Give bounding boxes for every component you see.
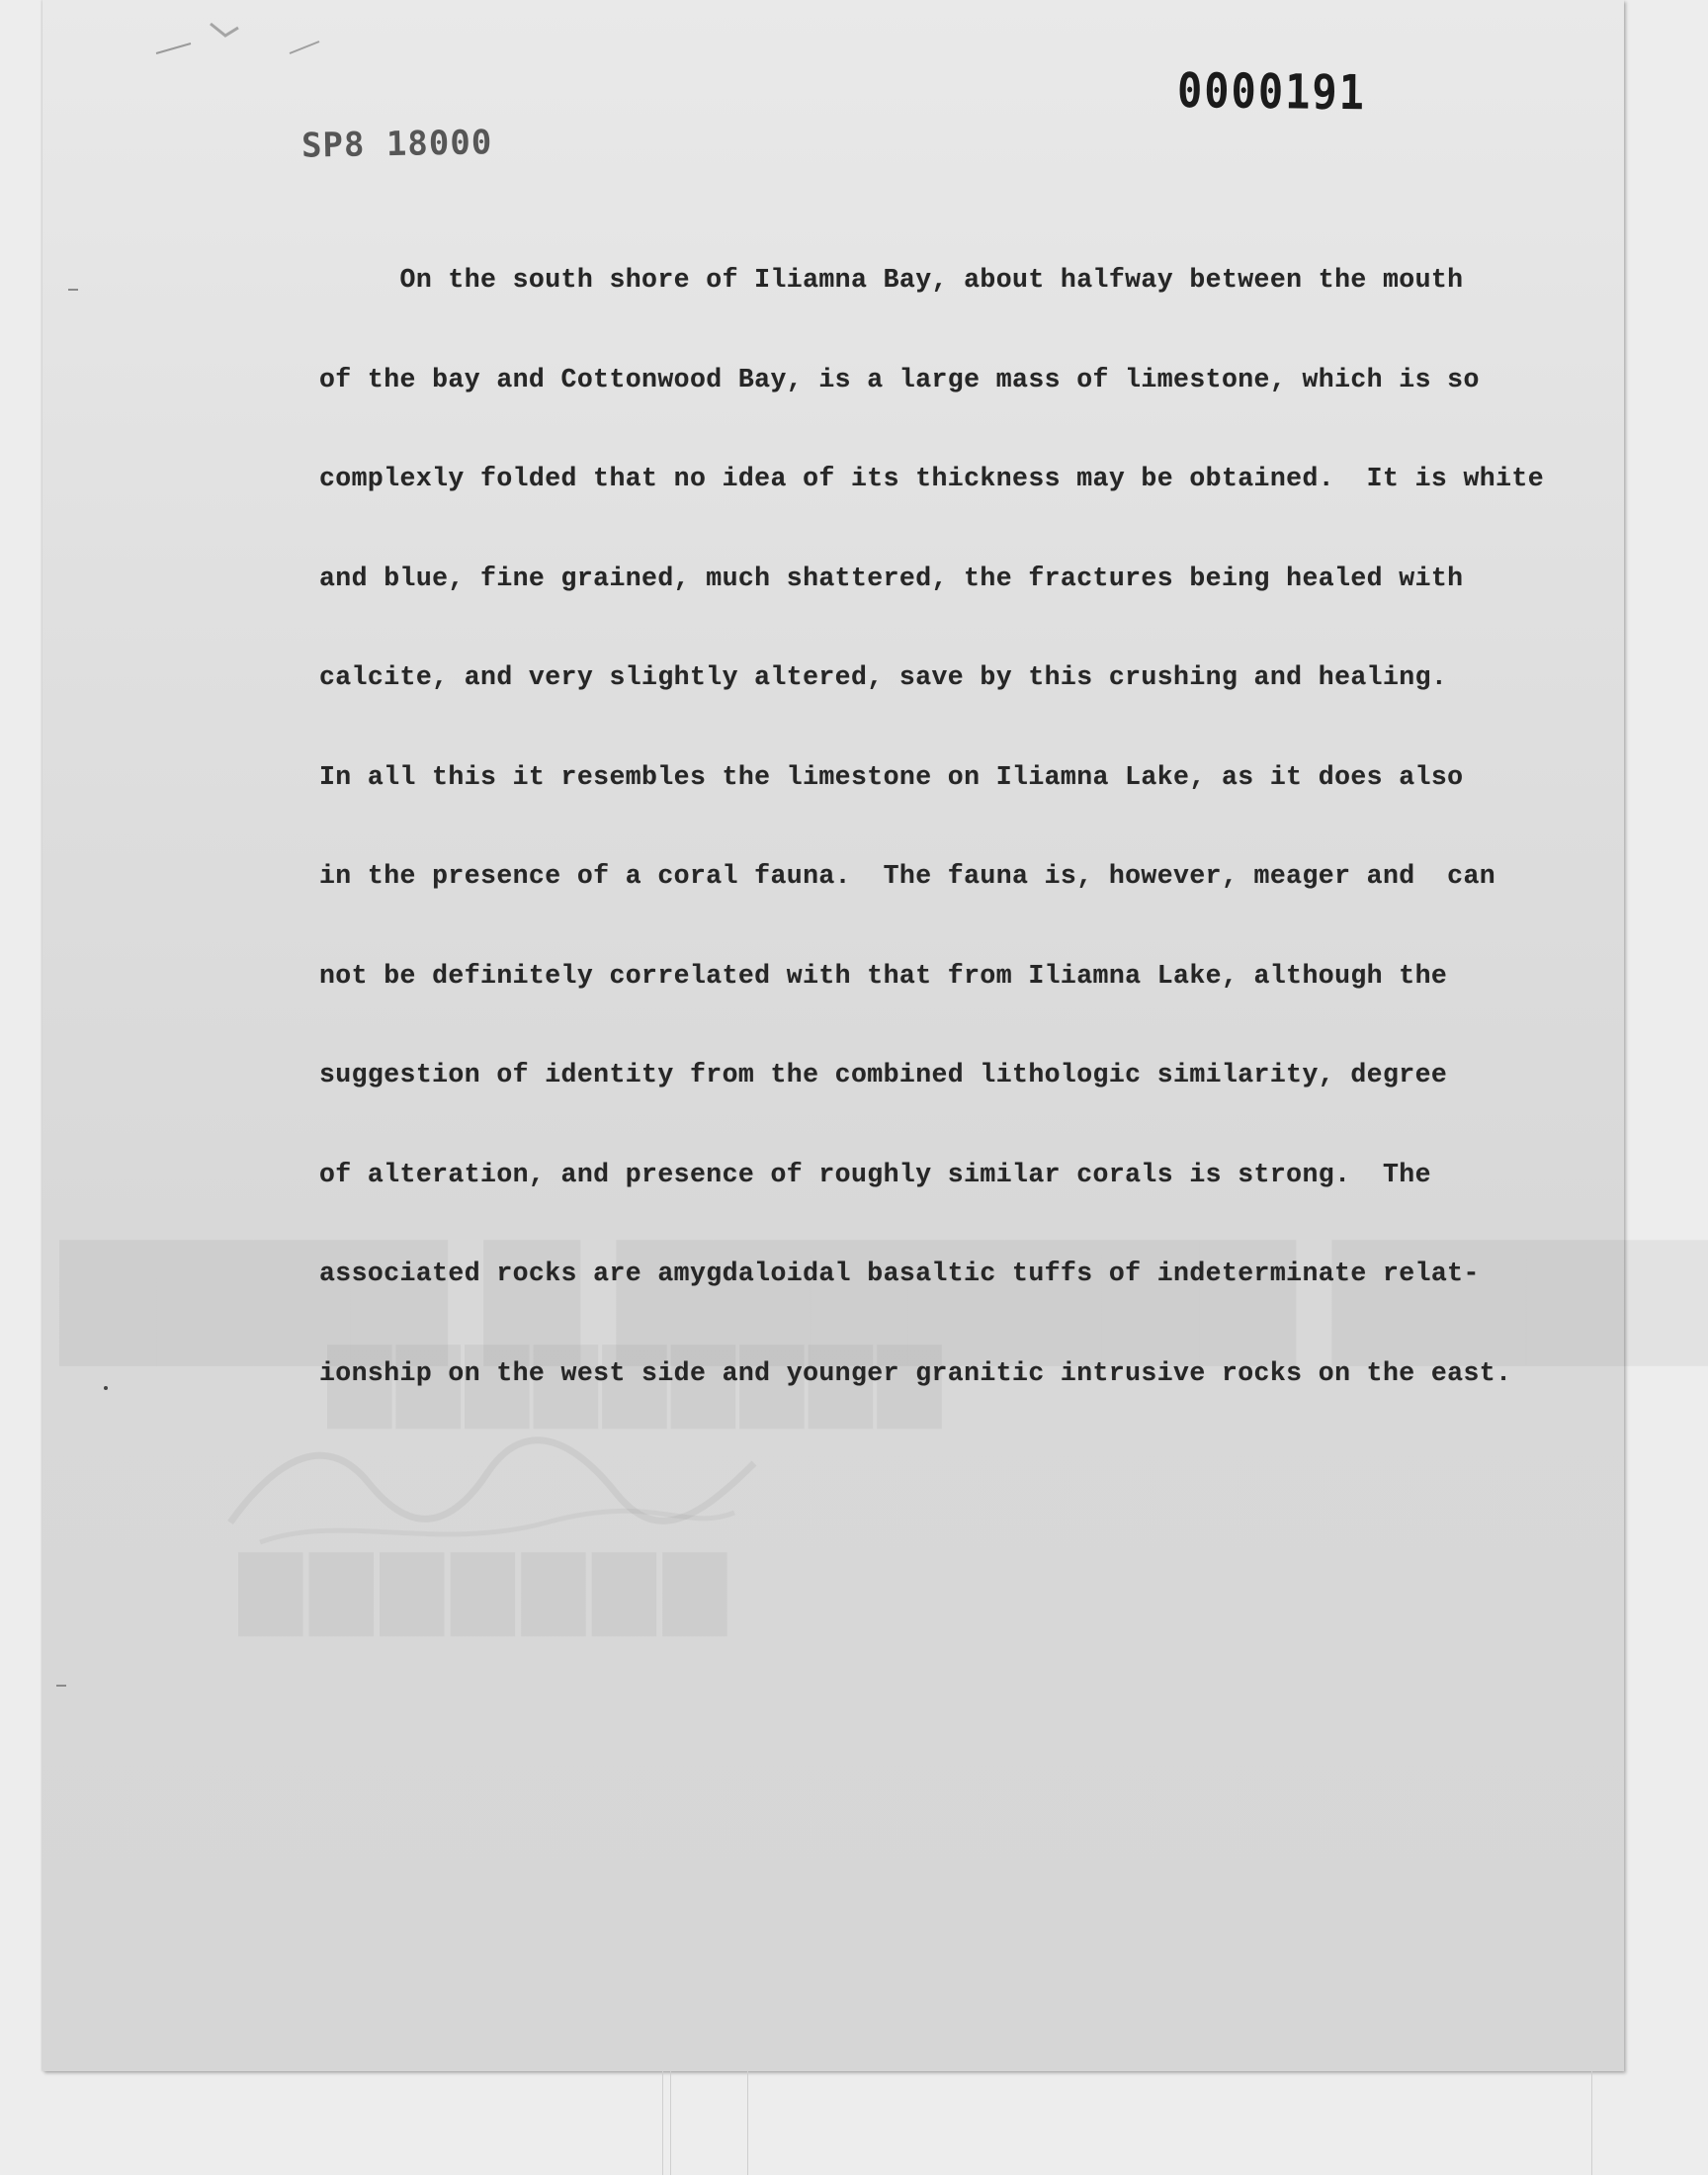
body-paragraph — [319, 198, 1604, 1456]
paragraph-line: complexly folded that no idea of its thickness may be obtained. It is white — [319, 464, 1544, 493]
corner-scratch-mark — [151, 14, 349, 63]
paragraph-line: suggestion of identity from the combined lithologic similarity, degree — [319, 1060, 1448, 1089]
paragraph-line: In all this it resembles the limestone on Iliamna Lake, as it does also — [319, 761, 1464, 792]
binding-line — [662, 2071, 663, 2175]
paragraph-line: calcite, and very slightly altered, save by this crushing and healing. — [319, 662, 1448, 692]
paragraph-line: not be definitely correlated with that from Iliamna Lake, although the — [319, 960, 1448, 991]
document-number: 0000191 — [1176, 62, 1367, 121]
document-page — [43, 0, 1624, 2071]
paragraph-line: associated rocks are amygdaloidal basaltic tuffs of indeterminate relat- — [319, 1259, 1480, 1288]
margin-dot — [104, 1386, 108, 1390]
paragraph-line: of the bay and Cottonwood Bay, is a large mass of limestone, which is so — [319, 364, 1480, 394]
paragraph-line: and blue, fine grained, much shattered, the fractures being healed with — [319, 563, 1464, 593]
paragraph-line: ionship on the west side and younger granitic intrusive rocks on the east. — [319, 1357, 1512, 1388]
margin-tick-mark — [56, 1685, 66, 1687]
paragraph-line: On the south shore of Iliamna Bay, about halfway between the mouth — [319, 265, 1464, 295]
stamp-code: SP8 18000 — [300, 123, 493, 166]
binding-line — [747, 2071, 748, 2175]
binding-line — [670, 2071, 671, 2175]
paragraph-line: of alteration, and presence of roughly similar corals is strong. The — [319, 1159, 1431, 1189]
binding-line — [1591, 2071, 1592, 2175]
show-through-band-3 — [240, 1542, 735, 1635]
paragraph-line: in the presence of a coral fauna. The fauna is, however, meager and can — [319, 861, 1496, 891]
margin-tick-mark — [68, 289, 78, 291]
